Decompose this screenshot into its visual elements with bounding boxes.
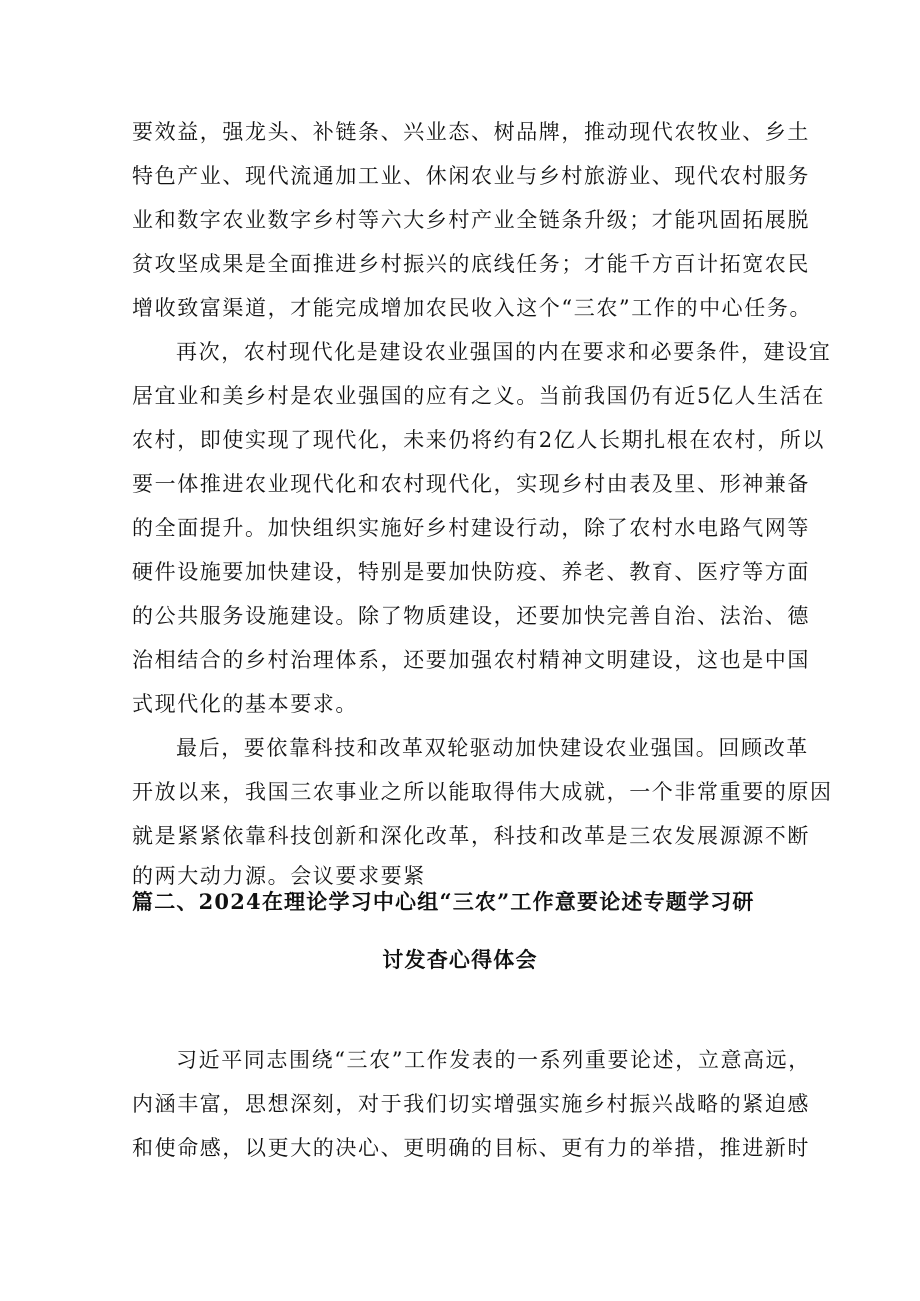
section-heading-line-2: 讨发杳心得体会 [382, 947, 538, 972]
paragraph-2-line-4: 要一体推进农业现代化和农村现代化，实现乡村由表及里、形神兼备 [132, 472, 810, 496]
paragraph-2-line-1: 再次，农村现代化是建设农业强国的内在要求和必要条件，建设宜 [176, 340, 832, 364]
paragraph-3-line-4: 的两大动力源。会议要求要紧 [132, 864, 426, 888]
paragraph-3-line-1: 最后，要依靠科技和改革双轮驱动加快建设农业强国。回顾改革 [176, 736, 809, 760]
paragraph-1-line-1: 要效益，强龙头、补链条、兴业态、树品牌，推动现代农牧业、乡土 [132, 120, 810, 144]
paragraph-2-line-8: 治相结合的乡村治理体系，还要加强农村精神文明建设，这也是中国 [132, 648, 810, 672]
paragraph-4-line-2: 内涵丰富，思想深刻，对于我们切实增强实施乡村振兴战略的紧迫感 [132, 1092, 810, 1116]
paragraph-3-line-2: 开放以来，我国三农事业之所以能取得伟大成就，一个非常重要的原因 [132, 780, 833, 804]
paragraph-1-line-4: 贫攻坚成果是全面推进乡村振兴的底线任务；才能千方百计拓宽农民 [132, 252, 810, 276]
paragraph-3-line-3: 就是紧紧依靠科技创新和深化改革，科技和改革是三农发展源源不断 [132, 824, 810, 848]
paragraph-4-line-1: 习近平同志围绕“三农”工作发表的一系列重要论述，立意高远， [176, 1048, 811, 1072]
paragraph-2-line-2: 居宜业和美乡村是农业强国的应有之义。当前我国仍有近5亿人生活在 [132, 384, 825, 408]
paragraph-2-line-3: 农村，即使实现了现代化，未来仍将约有2亿人长期扎根在农村，所以 [132, 428, 825, 452]
paragraph-1-line-2: 特色产业、现代流通加工业、休闲农业与乡村旅游业、现代农村服务 [132, 164, 810, 188]
paragraph-4-line-3: 和使命感，以更大的决心、更明确的目标、更有力的举措，推进新时 [132, 1136, 810, 1160]
paragraph-1-line-3: 业和数字农业数字乡村等六大乡村产业全链条升级；才能巩固拓展脱 [132, 208, 810, 232]
paragraph-1-line-5: 增收致富渠道，才能完成增加农民收入这个“三农”工作的中心任务。 [132, 296, 813, 320]
paragraph-2-line-7: 的公共服务设施建设。除了物质建设，还要加快完善自治、法治、德 [132, 604, 810, 628]
paragraph-2-line-6: 硬件设施要加快建设，特别是要加快防疫、养老、教育、医疗等方面 [132, 560, 810, 584]
section-heading-line-1: 篇二、2024在理论学习中心组“三农”工作意要论述专题学习研 [132, 889, 755, 914]
paragraph-2-line-5: 的全面提升。加快组织实施好乡村建设行动，除了农村水电路气网等 [132, 516, 810, 540]
paragraph-2-line-9: 式现代化的基本要求。 [132, 692, 358, 716]
